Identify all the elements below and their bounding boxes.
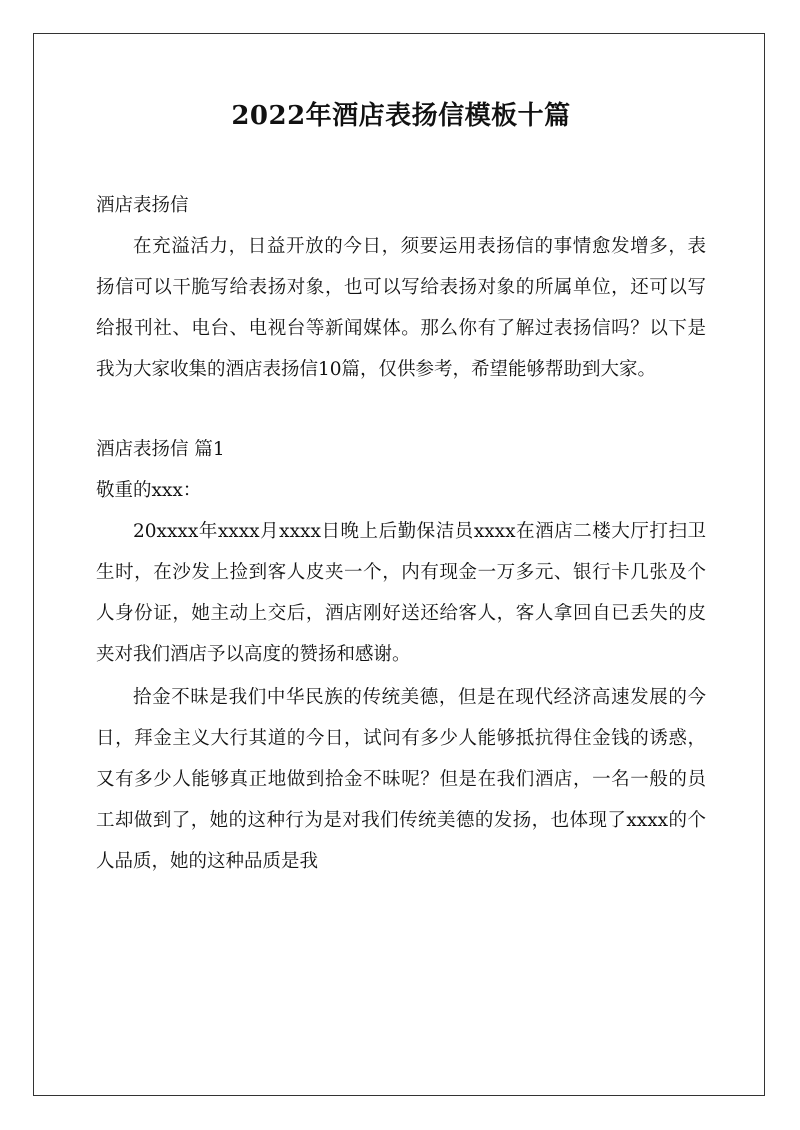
letter-heading: 酒店表扬信 篇1: [96, 439, 225, 460]
document-title: 2022年酒店表扬信模板十篇: [231, 101, 571, 131]
intro-heading: 酒店表扬信: [96, 195, 189, 216]
document-body: [96, 96, 706, 882]
letter-paragraph-1: 20xxxx年xxxx月xxxx日晚上后勤保洁员xxxx在酒店二楼大厅打扫卫生时，在沙发上捡到客人皮夹一个，内有现金一万多元、银行卡几张及个人身份证，她主动上交后，酒店刚好送还给客人，客人拿回自已丢失的皮夹对我们酒店予以高度的赞扬和感谢。: [96, 521, 706, 665]
intro-paragraph: 在充溢活力，日益开放的今日，须要运用表扬信的事情愈发增多，表扬信可以干脆写给表扬对象，也可以写给表扬对象的所属单位，还可以写给报刊社、电台、电视台等新闻媒体。那么你有了解过表扬信吗？以下是我为大家收集的酒店表扬信10篇，仅供参考，希望能够帮助到大家。: [96, 236, 706, 380]
salutation: 敬重的xxx：: [96, 480, 202, 501]
letter-paragraph-2: 拾金不昧是我们中华民族的传统美德，但是在现代经济高速发展的今日，拜金主义大行其道的今日，试问有多少人能够抵抗得住金钱的诱惑，又有多少人能够真正地做到拾金不昧呢？但是在我们酒店，一名一般的员工却做到了，她的这种行为是对我们传统美德的发扬，也体现了xxxx的个人品质，她的这种品质是我: [96, 687, 706, 872]
